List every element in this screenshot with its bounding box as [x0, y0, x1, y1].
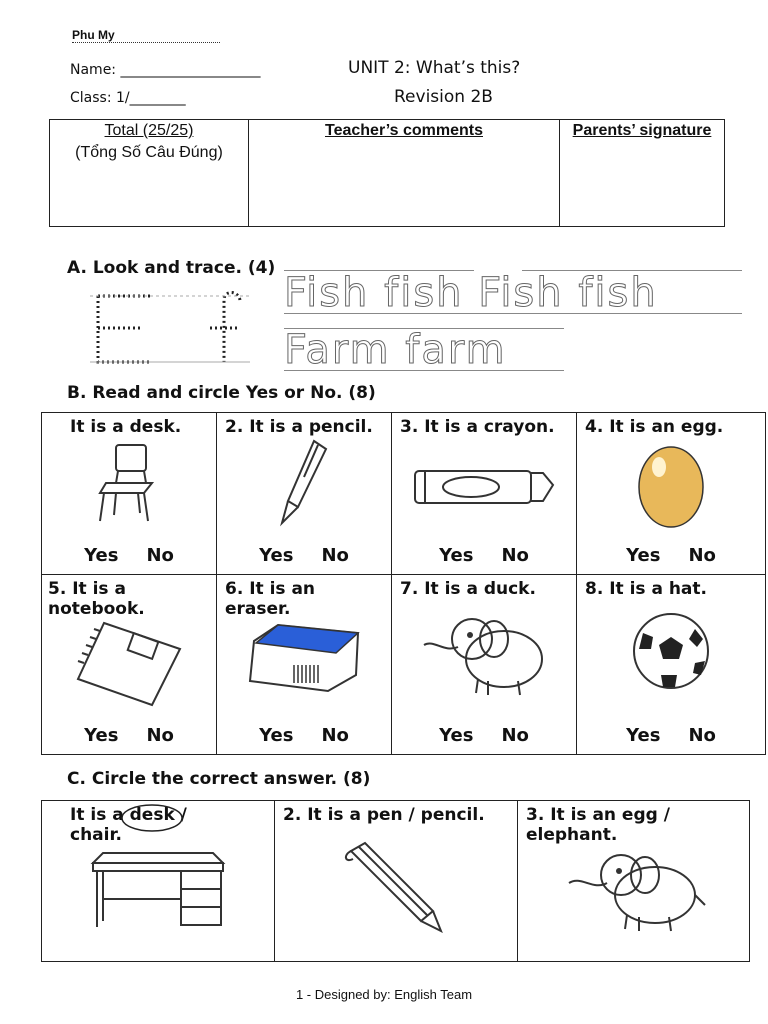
b-cell-8 — [577, 575, 766, 755]
no-option[interactable]: No — [501, 545, 529, 566]
no-option[interactable]: No — [146, 725, 174, 746]
no-option[interactable]: No — [501, 725, 529, 746]
trace-line-farm: Farm farm — [284, 327, 507, 373]
b-cell-6 — [217, 575, 392, 755]
trace-line-fish: Fish fish Fish fish — [284, 270, 658, 316]
no-option[interactable]: No — [688, 725, 716, 746]
b-question-1: It is a desk. — [70, 417, 182, 437]
section-b-title: B. Read and circle Yes or No. (8) — [67, 383, 376, 403]
c-cell-3 — [518, 801, 750, 962]
total-vi-label: (Tổng Số Câu Đúng) — [75, 144, 223, 161]
yes-option[interactable]: Yes — [259, 545, 294, 566]
b-yes-no-2[interactable] — [217, 545, 391, 566]
c-cell-2 — [275, 801, 518, 962]
yes-option[interactable]: Yes — [259, 725, 294, 746]
egg-icon — [635, 439, 707, 529]
revision-title: Revision 2B — [394, 87, 493, 107]
b-cell-1 — [42, 413, 217, 575]
b-yes-no-1[interactable] — [42, 545, 216, 566]
c-cell-1 — [42, 801, 275, 962]
b-yes-no-4[interactable] — [577, 545, 765, 566]
circle-answer-grid — [41, 800, 750, 962]
b-cell-7 — [392, 575, 577, 755]
b-question-4: 4. It is an egg. — [585, 417, 724, 437]
no-option[interactable]: No — [146, 545, 174, 566]
trace-letters — [90, 288, 250, 366]
answer-circle-icon — [120, 803, 184, 833]
parents-signature-label: Parents’ signature — [572, 122, 712, 139]
footer-credit: 1 - Designed by: English Team — [295, 987, 473, 1002]
b-yes-no-6[interactable] — [217, 725, 391, 746]
yes-option[interactable]: Yes — [439, 545, 474, 566]
yes-option[interactable]: Yes — [84, 545, 119, 566]
c-question-1: It is a desk / chair. — [70, 805, 187, 845]
b-cell-5 — [42, 575, 217, 755]
school-name: Phu My — [72, 28, 220, 43]
b-question-7: 7. It is a duck. — [400, 579, 536, 599]
total-label: Total (25/25) — [104, 122, 194, 139]
desk-icon — [83, 851, 233, 929]
yes-option[interactable]: Yes — [626, 545, 661, 566]
c-question-3: 3. It is an egg / elephant. — [526, 805, 670, 845]
trace-letters-icon — [90, 288, 250, 366]
yes-option[interactable]: Yes — [626, 725, 661, 746]
b-yes-no-8[interactable] — [577, 725, 765, 746]
c-question-2: 2. It is a pen / pencil. — [283, 805, 485, 825]
b-question-5: 5. It is a notebook. — [48, 579, 145, 619]
class-label: Class: 1/________ — [70, 90, 186, 106]
b-cell-3 — [392, 413, 577, 575]
b-yes-no-3[interactable] — [392, 545, 576, 566]
elephant-icon — [414, 609, 554, 699]
yes-option[interactable]: Yes — [439, 725, 474, 746]
b-yes-no-5[interactable] — [42, 725, 216, 746]
no-option[interactable]: No — [688, 545, 716, 566]
no-option[interactable]: No — [321, 725, 349, 746]
b-cell-2 — [217, 413, 392, 575]
b-question-3: 3. It is a crayon. — [400, 417, 555, 437]
pen-icon — [274, 437, 334, 527]
no-option[interactable]: No — [321, 545, 349, 566]
b-yes-no-7[interactable] — [392, 725, 576, 746]
b-cell-4 — [577, 413, 766, 575]
b-question-8: 8. It is a hat. — [585, 579, 707, 599]
teacher-comments-label: Teacher’s comments — [325, 122, 483, 139]
b-question-2: 2. It is a pencil. — [225, 417, 373, 437]
eraser-icon — [244, 621, 364, 695]
score-table — [49, 119, 725, 227]
notebook-icon — [74, 619, 184, 709]
section-a-title: A. Look and trace. (4) — [67, 258, 276, 278]
elephant-icon — [559, 845, 709, 935]
section-c-title: C. Circle the correct answer. (8) — [67, 769, 371, 789]
yes-no-grid — [41, 412, 766, 755]
pencil-icon — [341, 841, 451, 933]
yes-option[interactable]: Yes — [84, 725, 119, 746]
b-question-6: 6. It is an eraser. — [225, 579, 316, 619]
name-label: Name: ____________________ — [70, 62, 261, 78]
crayon-icon — [411, 465, 557, 509]
chair-icon — [94, 441, 164, 523]
unit-title: UNIT 2: What’s this? — [348, 58, 521, 78]
ball-icon — [631, 611, 711, 691]
